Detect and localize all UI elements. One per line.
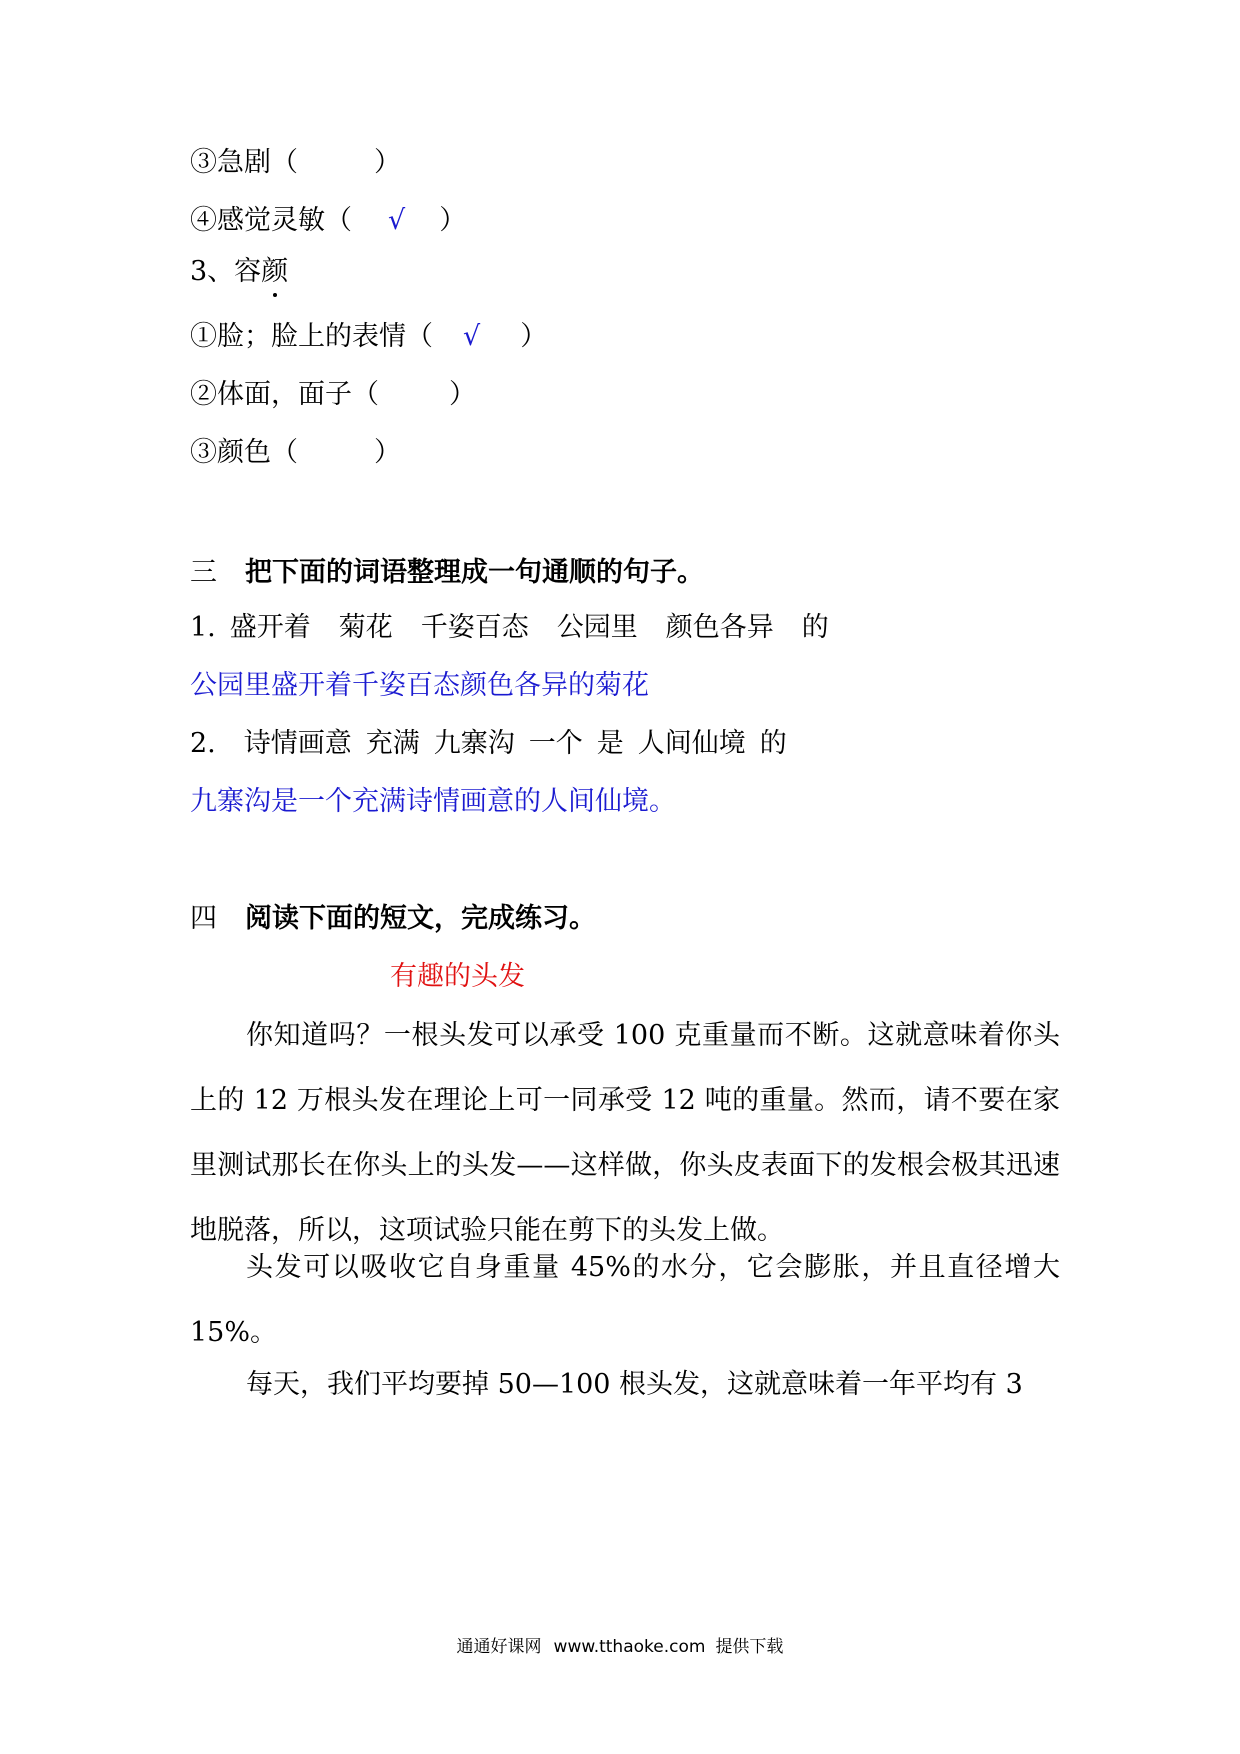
close-paren: ） bbox=[439, 205, 467, 236]
page-footer bbox=[0, 1632, 1240, 1657]
word: 九寨沟 bbox=[433, 728, 515, 759]
section-4-heading bbox=[190, 902, 596, 936]
word: 充满 bbox=[365, 728, 420, 759]
word: 的 bbox=[759, 728, 787, 759]
close-paren: ） bbox=[520, 321, 548, 352]
question-3-2 bbox=[190, 727, 787, 761]
article-paragraph-3: 每天，我们平均要掉 50—100 根头发，这就意味着一年平均有 3 bbox=[246, 1369, 1023, 1400]
word: 诗情画意 bbox=[243, 728, 352, 759]
footer-url[interactable]: www.tthaoke.com bbox=[553, 1637, 706, 1657]
close-paren: ） bbox=[374, 437, 401, 468]
word: 颜色各异 bbox=[665, 612, 774, 643]
word: 公园里 bbox=[556, 612, 638, 643]
option-q2-3 bbox=[190, 146, 401, 180]
footer-site-name: 通通好课网 bbox=[456, 1637, 542, 1657]
article-paragraph-2: 头发可以吸收它自身重量 45%的水分，它会膨胀，并且直径增大 15%。 bbox=[190, 1252, 1060, 1348]
answer-3-2: 九寨沟是一个充满诗情画意的人间仙境。 bbox=[190, 786, 676, 817]
option-text: ④感觉灵敏（ bbox=[190, 205, 352, 236]
word: 人间仙境 bbox=[637, 728, 746, 759]
option-text: ③急剧（ bbox=[190, 147, 298, 178]
word: 千姿百态 bbox=[420, 612, 529, 643]
option-q3-1 bbox=[190, 320, 547, 354]
section-number: 四 bbox=[190, 903, 217, 934]
question-3-title bbox=[190, 255, 288, 289]
section-title: 把下面的词语整理成一句通顺的句子。 bbox=[245, 557, 704, 588]
word: 是 bbox=[596, 728, 624, 759]
check-mark-icon: √ bbox=[463, 321, 481, 352]
word: 一个 bbox=[528, 728, 583, 759]
close-paren: ） bbox=[374, 147, 401, 178]
word: 菊花 bbox=[338, 612, 393, 643]
article-title: 有趣的头发 bbox=[390, 961, 525, 992]
option-text: ②体面，面子（ bbox=[190, 379, 379, 410]
article-paragraph-1: 你知道吗？一根头发可以承受 100 克重量而不断。这就意味着你头上的 12 万根头发在理论上可一同承受 12 吨的重量。然而，请不要在家里测试那长在你头上的头发——这样做，你头皮表面下的发根会极其迅速地脱落，所以，这项试验只能在剪下的头发上做。 bbox=[190, 1020, 1060, 1246]
check-mark-icon: √ bbox=[388, 205, 406, 236]
close-paren: ） bbox=[449, 379, 476, 410]
section-3-heading bbox=[190, 556, 704, 590]
question-number: 2. bbox=[190, 728, 216, 759]
question-3-title-text: 3、容 bbox=[190, 256, 262, 287]
word: 的 bbox=[801, 612, 829, 643]
option-text: ①脸；脸上的表情（ bbox=[190, 321, 433, 352]
word: 盛开着 bbox=[229, 612, 311, 643]
section-number: 三 bbox=[190, 557, 217, 588]
question-3-1 bbox=[190, 611, 829, 645]
question-number: 1. bbox=[190, 612, 216, 643]
option-text: ③颜色（ bbox=[190, 437, 298, 468]
option-q3-2 bbox=[190, 378, 476, 412]
option-q2-4 bbox=[190, 204, 466, 238]
emphasis-char: 颜 bbox=[261, 256, 289, 287]
footer-suffix: 提供下载 bbox=[715, 1637, 784, 1657]
answer-3-1: 公园里盛开着千姿百态颜色各异的菊花 bbox=[190, 670, 649, 701]
option-q3-3 bbox=[190, 436, 401, 470]
section-title: 阅读下面的短文，完成练习。 bbox=[245, 903, 596, 934]
